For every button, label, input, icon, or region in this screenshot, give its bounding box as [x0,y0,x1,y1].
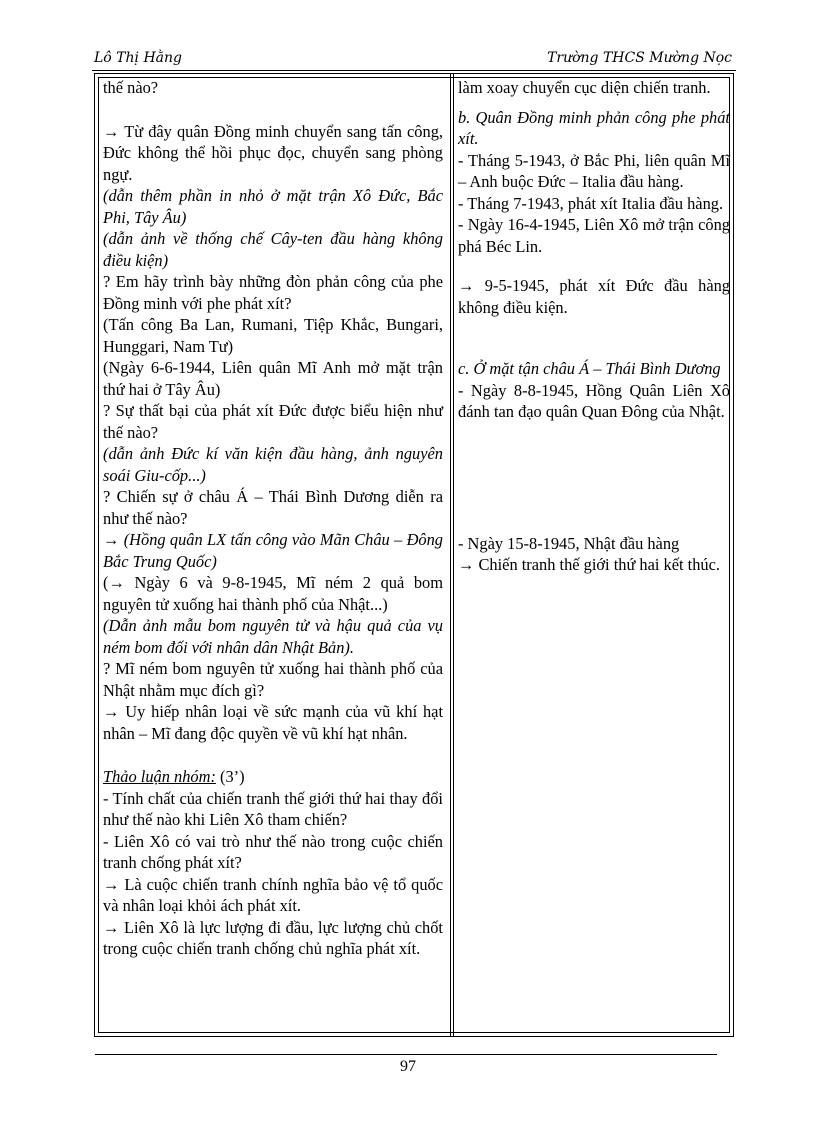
left-paragraph: → Liên Xô là lực lượng đi đầu, lực lượng chủ chốt trong cuộc chiến tranh chống chủ nghĩa phát xít. [103,917,443,958]
footer-rule [95,1054,717,1055]
left-paragraph: (dẫn thêm phần in nhỏ ở mặt trận Xô Đức, Bắc Phi, Tây Âu) [103,186,443,227]
right-paragraph: → 9-5-1945, phát xít Đức đầu hàng không điều kiện. [458,276,730,317]
right-paragraph: làm xoay chuyển cục diện chiến tranh. [458,78,711,97]
right-paragraph: b. Quân Đồng minh phản công phe phát xít. [458,107,730,148]
header-school: Trường THCS Mường Nọc [547,50,732,66]
right-paragraph: → Chiến tranh thế giới thứ hai kết thúc. [458,555,720,574]
left-paragraph: → Uy hiếp nhân loại về sức mạnh của vũ khí hạt nhân – Mĩ đang độc quyền về vũ khí hạt nhân. [103,702,443,743]
right-paragraph: c. Ở mặt tận châu Á – Thái Bình Dương [458,359,721,378]
left-paragraph: ? Mĩ ném bom nguyên tử xuống hai thành phố của Nhật nhằm mục đích gì? [103,659,443,700]
header-author: Lô Thị Hằng [94,50,182,66]
header-rule [92,70,736,71]
left-paragraph: ? Chiến sự ở châu Á – Thái Bình Dương diễn ra như thế nào? [103,487,443,528]
teacher-student-activity-column [103,77,443,960]
left-paragraph: (dẫn ảnh Đức kí văn kiện đầu hàng, ảnh nguyên soái Giu-cốp...) [103,444,443,485]
left-paragraph: thế nào? [103,78,159,97]
lesson-content-column [458,77,730,576]
left-paragraph: ? Em hãy trình bày những đòn phản công của phe Đồng minh với phe phát xít? [103,272,443,313]
left-paragraph: (Dẫn ảnh mẫu bom nguyên tử và hậu quả của vụ ném bom đối với nhân dân Nhật Bản). [103,616,443,657]
right-paragraph: - Tháng 7-1943, phát xít Italia đầu hàng. [458,193,724,213]
page-header [92,50,734,70]
group-discussion-time: (3’) [215,767,245,786]
left-paragraph: ? Sự thất bại của phát xít Đức được biểu hiện như thế nào? [103,401,443,442]
left-paragraph: (→ Ngày 6 và 9-8-1945, Mĩ ném 2 quả bom nguyên tử xuống hai thành phố của Nhật...) [103,573,443,614]
page-number: 97 [400,1058,416,1075]
left-paragraph: (Ngày 6-6-1944, Liên quân Mĩ Anh mở mặt trận thứ hai ở Tây Âu) [103,358,443,399]
right-paragraph: - Ngày 15-8-1945, Nhật đầu hàng [458,533,680,553]
left-paragraph: (Tấn công Ba Lan, Rumani, Tiệp Khắc, Bungari, Hunggari, Nam Tư) [103,315,443,356]
left-paragraph: → Là cuộc chiến tranh chính nghĩa bảo vệ tổ quốc và nhân loại khỏi ách phát xít. [103,874,443,915]
left-paragraph: - Tính chất của chiến tranh thế giới thứ hai thay đổi như thế nào khi Liên Xô tham chiến? [103,788,443,829]
left-paragraph: (dẫn ảnh về thống chế Cây-ten đầu hàng không điều kiện) [103,229,443,270]
right-paragraph: - Tháng 5-1943, ở Bắc Phi, liên quân Mĩ – Anh buộc Đức – Italia đầu hàng. [458,150,730,191]
group-discussion-label: Thảo luận nhóm: [103,767,216,786]
left-paragraph: → Từ đây quân Đồng minh chuyển sang tấn công, Đức không thể hồi phục đọc, chuyển sang phòng ngự. [103,121,443,184]
column-divider [450,73,454,1037]
right-paragraph: - Ngày 8-8-1945, Hồng Quân Liên Xô đánh tan đạo quân Quan Đông của Nhật. [458,380,730,421]
right-paragraph: - Ngày 16-4-1945, Liên Xô mở trận công phá Béc Lin. [458,215,730,256]
left-paragraph [103,766,443,788]
left-paragraph: → (Hồng quân LX tấn công vào Mãn Châu – Đông Bắc Trung Quốc) [103,530,443,571]
left-paragraph: - Liên Xô có vai trò như thế nào trong cuộc chiến tranh chống phát xít? [103,831,443,872]
